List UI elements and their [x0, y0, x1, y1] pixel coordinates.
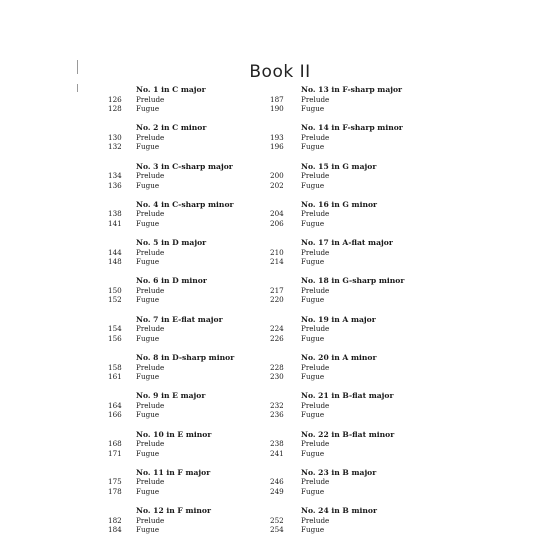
page-number: 154 [108, 324, 122, 334]
toc-entry [108, 200, 268, 238]
page-number: 175 [108, 477, 122, 487]
prelude-label: Prelude [301, 324, 330, 334]
fugue-label: Fugue [136, 333, 160, 343]
page-number: 226 [270, 333, 284, 343]
fugue-label: Fugue [136, 372, 160, 382]
fugue-label: Fugue [136, 486, 160, 496]
toc-entry [270, 315, 430, 353]
fugue-label: Fugue [301, 257, 325, 267]
page-number: 136 [108, 180, 122, 190]
prelude-label: Prelude [301, 400, 330, 410]
prelude-label: Prelude [301, 132, 330, 142]
fugue-row [108, 525, 160, 535]
prelude-row [108, 477, 165, 487]
page-number: 241 [270, 448, 284, 458]
entry-title: No. 18 in G-sharp minor [301, 276, 405, 286]
page-number: 134 [108, 171, 122, 181]
fugue-row [270, 104, 325, 114]
toc-entry [270, 506, 430, 544]
entry-title: No. 15 in G major [301, 161, 377, 171]
toc-entry [108, 468, 268, 506]
fugue-label: Fugue [301, 142, 325, 152]
toc-entry [270, 353, 430, 391]
toc-entry [108, 85, 268, 123]
prelude-row [270, 247, 330, 258]
prelude-label: Prelude [136, 132, 165, 142]
toc-entry [108, 353, 268, 391]
page-number: 196 [270, 142, 284, 152]
fugue-row [270, 410, 325, 420]
entry-title: No. 21 in B-flat major [301, 391, 394, 401]
fugue-label: Fugue [136, 295, 160, 305]
page-number: 164 [108, 400, 122, 410]
page-number: 156 [108, 333, 122, 343]
entry-title: No. 4 in C-sharp minor [136, 199, 234, 209]
fugue-row [108, 295, 160, 305]
toc-entry [270, 430, 430, 468]
prelude-label: Prelude [136, 285, 165, 295]
page-number: 130 [108, 132, 122, 142]
fugue-label: Fugue [301, 410, 325, 420]
prelude-row [108, 400, 165, 411]
prelude-row [270, 477, 330, 487]
page-number: 138 [108, 209, 122, 219]
prelude-label: Prelude [136, 171, 165, 181]
page-number: 128 [108, 104, 122, 113]
prelude-row [270, 324, 330, 334]
prelude-row [108, 439, 165, 449]
prelude-row [108, 515, 165, 526]
fugue-row [108, 142, 160, 152]
fugue-label: Fugue [301, 295, 325, 305]
page-number: 187 [270, 94, 284, 104]
entry-title: No. 13 in F-sharp major [301, 85, 403, 94]
prelude-row [108, 362, 165, 373]
fugue-row [108, 333, 160, 344]
prelude-row [270, 439, 330, 449]
page-number: 228 [270, 362, 284, 372]
page-number: 238 [270, 439, 284, 449]
prelude-label: Prelude [136, 439, 165, 449]
prelude-row [108, 209, 165, 219]
entry-title: No. 6 in D minor [136, 276, 207, 286]
page-number: 254 [270, 525, 284, 535]
page-number: 166 [108, 410, 122, 420]
page-number: 168 [108, 439, 122, 449]
prelude-label: Prelude [301, 477, 330, 487]
fugue-row [108, 257, 160, 267]
entry-title: No. 23 in B major [301, 467, 377, 477]
fugue-row [108, 104, 160, 114]
entry-title: No. 22 in B-flat minor [301, 429, 395, 439]
margin-tick [77, 84, 78, 92]
prelude-label: Prelude [301, 515, 330, 525]
fugue-row [270, 295, 325, 305]
toc-entry [108, 123, 268, 161]
prelude-label: Prelude [301, 209, 330, 219]
entry-title: No. 5 in D major [136, 238, 207, 248]
fugue-label: Fugue [136, 218, 160, 228]
prelude-row [270, 209, 330, 219]
prelude-row [270, 362, 330, 373]
page-number: 220 [270, 295, 284, 305]
page-number: 224 [270, 324, 284, 334]
entry-title: No. 11 in F major [136, 467, 211, 477]
prelude-row [108, 285, 165, 296]
page-number: 214 [270, 257, 284, 267]
entry-title: No. 20 in A minor [301, 353, 377, 363]
entry-title: No. 12 in F minor [136, 506, 211, 516]
fugue-label: Fugue [136, 142, 160, 152]
page-number: 236 [270, 410, 284, 420]
entry-title: No. 2 in C minor [136, 123, 207, 133]
page-number: 132 [108, 142, 122, 152]
prelude-row [108, 324, 165, 334]
toc-entry [108, 162, 268, 200]
entry-title: No. 10 in E minor [136, 429, 212, 439]
fugue-row [270, 448, 325, 459]
prelude-row [108, 94, 165, 105]
toc-entry [270, 85, 430, 123]
entry-title: No. 9 in E major [136, 391, 206, 401]
fugue-row [270, 486, 325, 497]
toc-entry [108, 430, 268, 468]
fugue-row [270, 142, 325, 152]
page-number: 171 [108, 448, 122, 458]
fugue-row [108, 410, 160, 420]
page-number: 178 [108, 486, 122, 496]
fugue-row [108, 218, 160, 229]
fugue-label: Fugue [301, 104, 325, 113]
prelude-label: Prelude [136, 477, 165, 487]
fugue-label: Fugue [301, 372, 325, 382]
fugue-row [270, 180, 325, 191]
toc-entry [270, 276, 430, 314]
fugue-row [270, 257, 325, 267]
prelude-label: Prelude [136, 324, 165, 334]
toc-entry [270, 238, 430, 276]
toc-entry [108, 276, 268, 314]
prelude-row [270, 285, 330, 296]
fugue-label: Fugue [301, 448, 325, 458]
page-number: 193 [270, 132, 284, 142]
prelude-label: Prelude [301, 247, 330, 257]
prelude-row [270, 400, 330, 411]
prelude-row [108, 247, 165, 258]
prelude-label: Prelude [136, 94, 165, 104]
fugue-label: Fugue [301, 180, 325, 190]
prelude-label: Prelude [136, 400, 165, 410]
page-number: 141 [108, 218, 122, 228]
page-number: 206 [270, 218, 284, 228]
prelude-row [108, 132, 165, 143]
entry-title: No. 7 in E-flat major [136, 314, 223, 324]
prelude-label: Prelude [136, 362, 165, 372]
fugue-label: Fugue [136, 448, 160, 458]
fugue-row [108, 180, 160, 191]
page-number: 148 [108, 257, 122, 267]
prelude-row [270, 515, 330, 526]
fugue-label: Fugue [301, 333, 325, 343]
fugue-label: Fugue [136, 104, 160, 113]
toc-entry [108, 238, 268, 276]
toc-column-right [270, 85, 430, 545]
prelude-label: Prelude [136, 247, 165, 257]
fugue-label: Fugue [136, 525, 160, 535]
fugue-row [270, 372, 325, 382]
prelude-label: Prelude [301, 285, 330, 295]
page-number: 210 [270, 247, 284, 257]
prelude-label: Prelude [136, 515, 165, 525]
page-number: 126 [108, 94, 122, 104]
page-title: Book II [249, 62, 311, 82]
page-number: 144 [108, 247, 122, 257]
fugue-label: Fugue [136, 410, 160, 420]
fugue-row [270, 333, 325, 344]
page-number: 232 [270, 400, 284, 410]
fugue-row [270, 218, 325, 229]
toc-entry [270, 162, 430, 200]
prelude-row [270, 94, 330, 105]
entry-title: No. 8 in D-sharp minor [136, 353, 235, 363]
page-number: 161 [108, 372, 122, 382]
entry-title: No. 19 in A major [301, 314, 376, 324]
page-number: 246 [270, 477, 284, 487]
page-number: 200 [270, 171, 284, 181]
fugue-label: Fugue [301, 525, 325, 535]
prelude-label: Prelude [301, 439, 330, 449]
prelude-label: Prelude [136, 209, 165, 219]
prelude-row [270, 171, 330, 181]
page-number: 182 [108, 515, 122, 525]
toc-column-left [108, 85, 268, 545]
page-number: 252 [270, 515, 284, 525]
fugue-row [270, 525, 325, 535]
fugue-row [108, 448, 160, 459]
page-number: 249 [270, 486, 284, 496]
toc-entry [108, 391, 268, 429]
prelude-row [108, 171, 165, 181]
toc-entry [108, 315, 268, 353]
entry-title: No. 16 in G minor [301, 199, 378, 209]
entry-title: No. 1 in C major [136, 85, 206, 94]
entry-title: No. 24 in B minor [301, 506, 377, 516]
toc-entry [270, 200, 430, 238]
page-number: 217 [270, 285, 284, 295]
page-number: 152 [108, 295, 122, 305]
fugue-label: Fugue [301, 486, 325, 496]
page-number: 158 [108, 362, 122, 372]
page-number: 150 [108, 285, 122, 295]
page-number: 190 [270, 104, 284, 113]
fugue-row [108, 372, 160, 382]
fugue-label: Fugue [136, 257, 160, 267]
page-number: 230 [270, 372, 284, 382]
page-number: 204 [270, 209, 284, 219]
prelude-label: Prelude [301, 362, 330, 372]
toc-entry [270, 123, 430, 161]
page-number: 184 [108, 525, 122, 535]
prelude-label: Prelude [301, 94, 330, 104]
fugue-label: Fugue [301, 218, 325, 228]
entry-title: No. 17 in A-flat major [301, 238, 393, 248]
prelude-row [270, 132, 330, 143]
fugue-label: Fugue [136, 180, 160, 190]
entry-title: No. 3 in C-sharp major [136, 161, 233, 171]
entry-title: No. 14 in F-sharp minor [301, 123, 403, 133]
toc-entry [108, 506, 268, 544]
prelude-label: Prelude [301, 171, 330, 181]
toc-entry [270, 468, 430, 506]
toc-entry [270, 391, 430, 429]
fugue-row [108, 486, 160, 497]
page-number: 202 [270, 180, 284, 190]
